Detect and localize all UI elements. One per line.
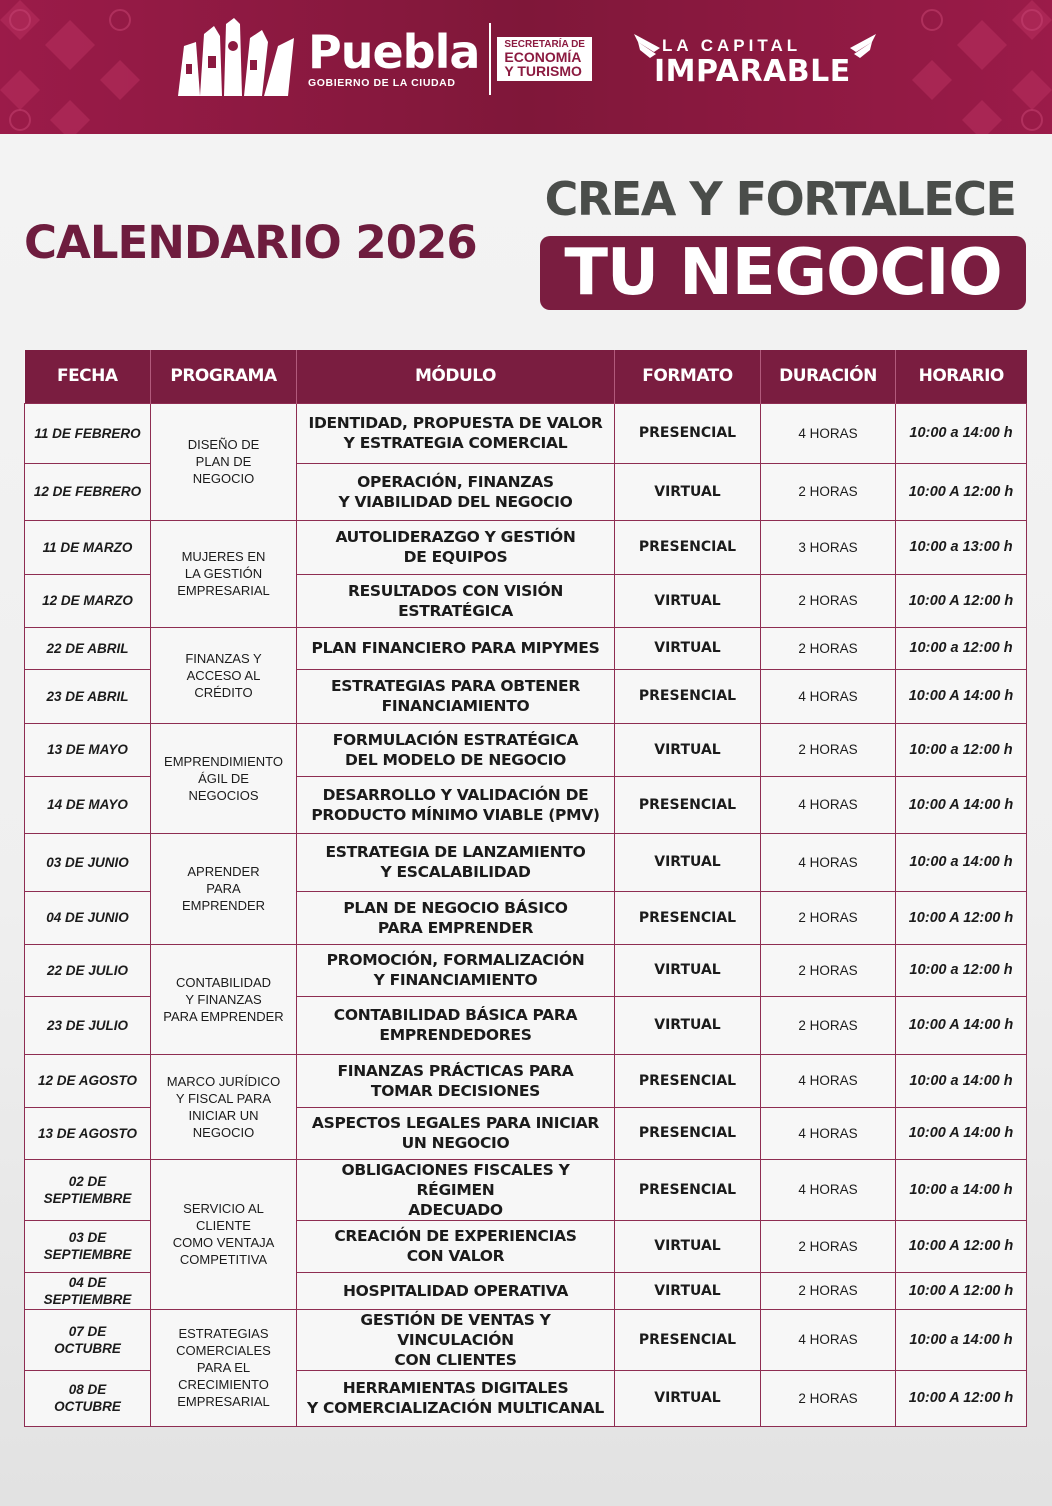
duration-cell: 4 HORAS (761, 1054, 896, 1107)
format-cell: PRESENCIAL (615, 1054, 761, 1107)
slogan-line1: LA CAPITAL (662, 36, 802, 55)
date-cell: 04 DE SEPTIEMBRE (25, 1272, 151, 1309)
format-cell: PRESENCIAL (615, 776, 761, 833)
duration-cell: 4 HORAS (761, 1309, 896, 1370)
program-cell: ESTRATEGIAS COMERCIALES PARA EL CRECIMIENTO EMPRESARIAL (151, 1309, 297, 1426)
module-cell: ASPECTOS LEGALES PARA INICIAR UN NEGOCIO (297, 1107, 615, 1159)
module-cell: FINANZAS PRÁCTICAS PARA TOMAR DECISIONES (297, 1054, 615, 1107)
schedule-cell: 10:00 a 13:00 h (896, 520, 1027, 574)
module-cell: GESTIÓN DE VENTAS Y VINCULACIÓN CON CLIENTES (297, 1309, 615, 1370)
module-cell: CREACIÓN DE EXPERIENCIAS CON VALOR (297, 1220, 615, 1272)
schedule-cell: 10:00 A 12:00 h (896, 1272, 1027, 1309)
table-row (25, 1309, 1027, 1370)
header-fecha: FECHA (25, 350, 151, 403)
module-cell: CONTABILIDAD BÁSICA PARA EMPRENDEDORES (297, 996, 615, 1054)
schedule-cell: 10:00 A 14:00 h (896, 1107, 1027, 1159)
schedule-cell: 10:00 a 14:00 h (896, 1054, 1027, 1107)
module-cell: PLAN FINANCIERO PARA MIPYMES (297, 627, 615, 669)
format-cell: VIRTUAL (615, 1272, 761, 1309)
format-cell: VIRTUAL (615, 1220, 761, 1272)
duration-cell: 2 HORAS (761, 891, 896, 944)
calendar-title: CALENDARIO 2026 (24, 216, 477, 269)
date-cell: 03 DE SEPTIEMBRE (25, 1220, 151, 1272)
date-cell: 13 DE AGOSTO (25, 1107, 151, 1159)
decorative-pattern-left (0, 0, 170, 134)
format-cell: VIRTUAL (615, 996, 761, 1054)
date-cell: 14 DE MAYO (25, 776, 151, 833)
secretaria-badge (489, 23, 592, 95)
schedule-cell: 10:00 A 12:00 h (896, 1370, 1027, 1426)
module-cell: FORMULACIÓN ESTRATÉGICA DEL MODELO DE NEGOCIO (297, 723, 615, 776)
format-cell: PRESENCIAL (615, 403, 761, 463)
table-row (25, 627, 1027, 669)
schedule-cell: 10:00 a 14:00 h (896, 1309, 1027, 1370)
slogan-line2: IMPARABLE (654, 54, 851, 89)
duration-cell: 2 HORAS (761, 996, 896, 1054)
duration-cell: 4 HORAS (761, 833, 896, 891)
date-cell: 11 DE FEBRERO (25, 403, 151, 463)
date-cell: 13 DE MAYO (25, 723, 151, 776)
date-cell: 23 DE ABRIL (25, 669, 151, 723)
table-row (25, 723, 1027, 776)
duration-cell: 3 HORAS (761, 520, 896, 574)
tu-negocio-text: TU NEGOCIO (564, 236, 1002, 310)
header-formato: FORMATO (615, 350, 761, 403)
header-duracion: DURACIÓN (761, 350, 896, 403)
duration-cell: 2 HORAS (761, 944, 896, 996)
duration-cell: 2 HORAS (761, 574, 896, 627)
module-cell: OPERACIÓN, FINANZAS Y VIABILIDAD DEL NEGOCIO (297, 463, 615, 520)
schedule-cell: 10:00 a 12:00 h (896, 627, 1027, 669)
program-cell: EMPRENDIMIENTO ÁGIL DE NEGOCIOS (151, 723, 297, 833)
puebla-logo (170, 14, 592, 104)
secretaria-line3: Y TURISMO (504, 63, 582, 79)
wing-right-icon (848, 30, 878, 60)
table-row (25, 1159, 1027, 1220)
date-cell: 02 DE SEPTIEMBRE (25, 1159, 151, 1220)
duration-cell: 2 HORAS (761, 627, 896, 669)
table-row (25, 403, 1027, 463)
format-cell: VIRTUAL (615, 944, 761, 996)
table-header-row (25, 350, 1027, 403)
program-cell: MARCO JURÍDICO Y FISCAL PARA INICIAR UN NEGOCIO (151, 1054, 297, 1159)
program-cell: APRENDER PARA EMPRENDER (151, 833, 297, 944)
table-body (25, 403, 1027, 1426)
table-row (25, 833, 1027, 891)
module-cell: IDENTIDAD, PROPUESTA DE VALOR Y ESTRATEGIA COMERCIAL (297, 403, 615, 463)
header-modulo: MÓDULO (297, 350, 615, 403)
module-cell: HERRAMIENTAS DIGITALES Y COMERCIALIZACIÓN MULTICANAL (297, 1370, 615, 1426)
schedule-cell: 10:00 A 12:00 h (896, 463, 1027, 520)
duration-cell: 4 HORAS (761, 1159, 896, 1220)
schedule-cell: 10:00 A 14:00 h (896, 996, 1027, 1054)
date-cell: 12 DE AGOSTO (25, 1054, 151, 1107)
secretaria-line1: SECRETARÍA DE (504, 39, 585, 50)
schedule-cell: 10:00 A 14:00 h (896, 669, 1027, 723)
program-cell: CONTABILIDAD Y FINANZAS PARA EMPRENDER (151, 944, 297, 1054)
schedule-cell: 10:00 a 12:00 h (896, 944, 1027, 996)
format-cell: PRESENCIAL (615, 1309, 761, 1370)
capital-imparable-logo (632, 30, 880, 90)
date-cell: 08 DE OCTUBRE (25, 1370, 151, 1426)
duration-cell: 2 HORAS (761, 1370, 896, 1426)
schedule-cell: 10:00 a 14:00 h (896, 1159, 1027, 1220)
schedule-table (24, 350, 1027, 1427)
program-cell: SERVICIO AL CLIENTE COMO VENTAJA COMPETITIVA (151, 1159, 297, 1309)
module-cell: ESTRATEGIAS PARA OBTENER FINANCIAMIENTO (297, 669, 615, 723)
date-cell: 11 DE MARZO (25, 520, 151, 574)
schedule-cell: 10:00 A 12:00 h (896, 574, 1027, 627)
city-emblem-icon (170, 16, 302, 102)
format-cell: VIRTUAL (615, 1370, 761, 1426)
header-banner (0, 0, 1052, 134)
module-cell: PROMOCIÓN, FORMALIZACIÓN Y FINANCIAMIENTO (297, 944, 615, 996)
date-cell: 22 DE JULIO (25, 944, 151, 996)
module-cell: HOSPITALIDAD OPERATIVA (297, 1272, 615, 1309)
secretaria-line2: ECONOMÍA (504, 49, 582, 65)
table-row (25, 944, 1027, 996)
module-cell: AUTOLIDERAZGO Y GESTIÓN DE EQUIPOS (297, 520, 615, 574)
header-programa: PROGRAMA (151, 350, 297, 403)
duration-cell: 4 HORAS (761, 403, 896, 463)
schedule-cell: 10:00 A 12:00 h (896, 1220, 1027, 1272)
table-row (25, 1054, 1027, 1107)
date-cell: 12 DE MARZO (25, 574, 151, 627)
module-cell: DESARROLLO Y VALIDACIÓN DE PRODUCTO MÍNIMO VIABLE (PMV) (297, 776, 615, 833)
duration-cell: 4 HORAS (761, 669, 896, 723)
format-cell: PRESENCIAL (615, 891, 761, 944)
schedule-cell: 10:00 a 12:00 h (896, 723, 1027, 776)
module-cell: ESTRATEGIA DE LANZAMIENTO Y ESCALABILIDAD (297, 833, 615, 891)
date-cell: 07 DE OCTUBRE (25, 1309, 151, 1370)
duration-cell: 2 HORAS (761, 1220, 896, 1272)
date-cell: 04 DE JUNIO (25, 891, 151, 944)
schedule-cell: 10:00 a 14:00 h (896, 403, 1027, 463)
format-cell: PRESENCIAL (615, 669, 761, 723)
program-cell: DISEÑO DE PLAN DE NEGOCIO (151, 403, 297, 520)
table-row (25, 520, 1027, 574)
crea-fortalece-heading: CREA Y FORTALECE (544, 172, 1016, 226)
puebla-wordmark: Puebla (308, 25, 480, 79)
format-cell: PRESENCIAL (615, 1107, 761, 1159)
schedule-cell: 10:00 a 14:00 h (896, 833, 1027, 891)
module-cell: RESULTADOS CON VISIÓN ESTRATÉGICA (297, 574, 615, 627)
format-cell: VIRTUAL (615, 463, 761, 520)
format-cell: PRESENCIAL (615, 520, 761, 574)
duration-cell: 2 HORAS (761, 723, 896, 776)
format-cell: VIRTUAL (615, 627, 761, 669)
date-cell: 22 DE ABRIL (25, 627, 151, 669)
duration-cell: 4 HORAS (761, 776, 896, 833)
module-cell: PLAN DE NEGOCIO BÁSICO PARA EMPRENDER (297, 891, 615, 944)
date-cell: 12 DE FEBRERO (25, 463, 151, 520)
puebla-subtitle: GOBIERNO DE LA CIUDAD (308, 77, 456, 89)
duration-cell: 2 HORAS (761, 1272, 896, 1309)
module-cell: OBLIGACIONES FISCALES Y RÉGIMEN ADECUADO (297, 1159, 615, 1220)
duration-cell: 2 HORAS (761, 463, 896, 520)
program-cell: MUJERES EN LA GESTIÓN EMPRESARIAL (151, 520, 297, 627)
format-cell: VIRTUAL (615, 574, 761, 627)
format-cell: VIRTUAL (615, 723, 761, 776)
schedule-cell: 10:00 A 12:00 h (896, 891, 1027, 944)
format-cell: VIRTUAL (615, 833, 761, 891)
program-cell: FINANZAS Y ACCESO AL CRÉDITO (151, 627, 297, 723)
date-cell: 03 DE JUNIO (25, 833, 151, 891)
schedule-cell: 10:00 A 14:00 h (896, 776, 1027, 833)
duration-cell: 4 HORAS (761, 1107, 896, 1159)
header-horario: HORARIO (896, 350, 1027, 403)
decorative-pattern-right (882, 0, 1052, 134)
tu-negocio-banner (540, 236, 1026, 310)
date-cell: 23 DE JULIO (25, 996, 151, 1054)
format-cell: PRESENCIAL (615, 1159, 761, 1220)
